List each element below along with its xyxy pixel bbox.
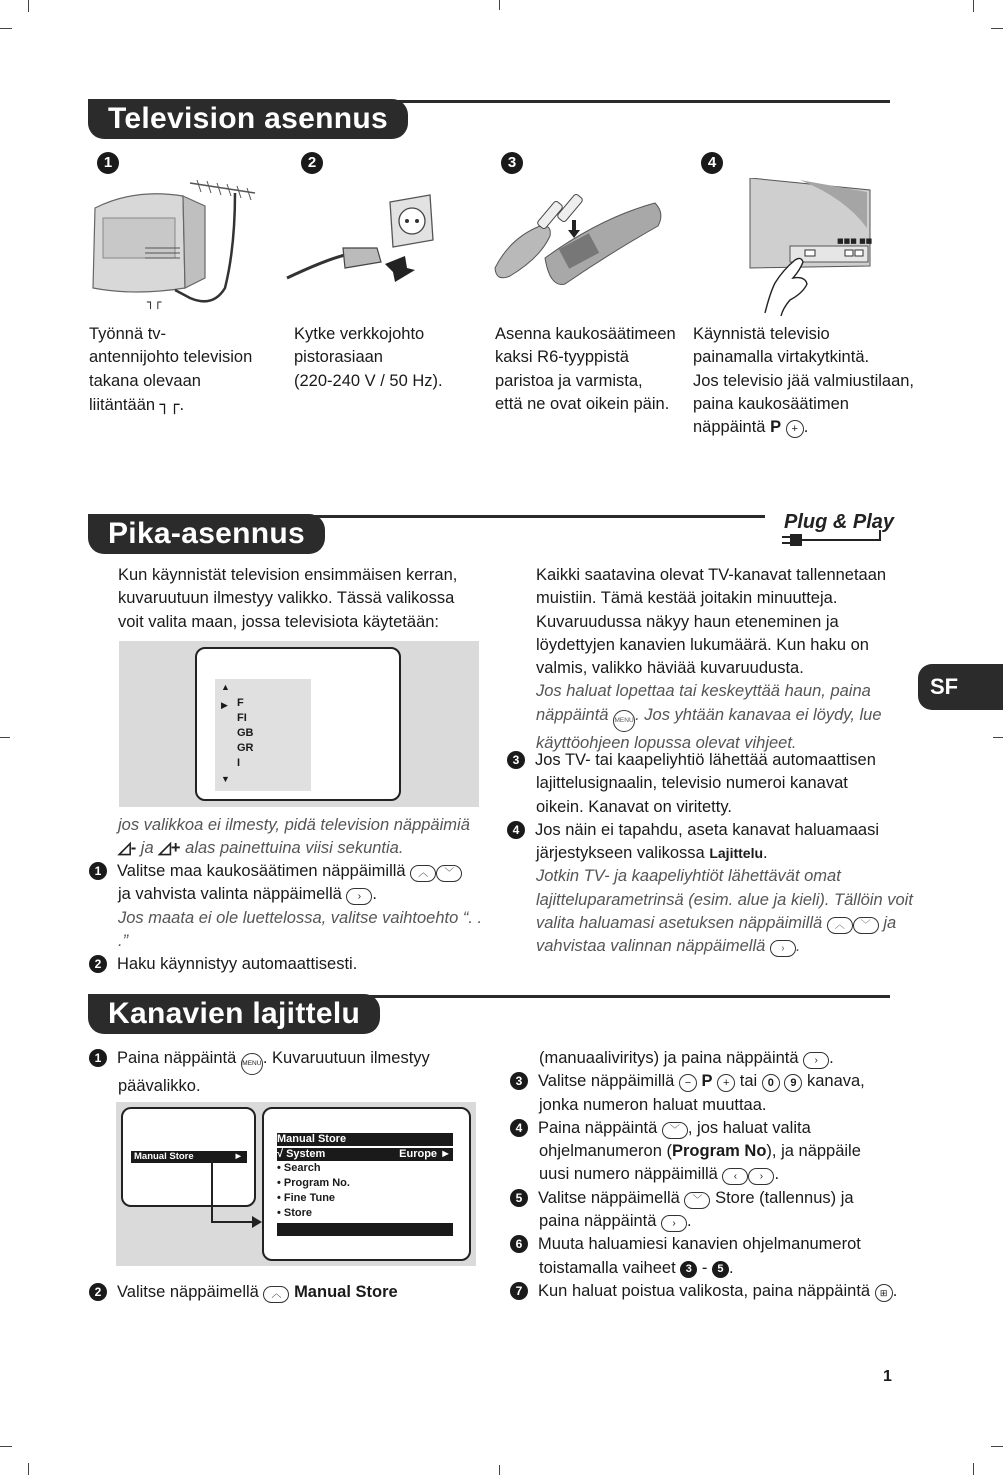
menu-footer-bar <box>277 1223 453 1236</box>
text-line: ohjelmanumeron ( <box>539 1142 672 1161</box>
install-step-4-text: Käynnistä televisio painamalla virtakytkintä. Jos televisio jää valmiustilaan, paina kaukosäätimen näppäintä P + . <box>693 323 923 439</box>
right-key-icon: › <box>661 1215 687 1232</box>
tv-screen <box>195 647 401 801</box>
step-number: 4 <box>701 152 723 174</box>
text-line: valmis, valikko häviää kuvaruudusta. <box>536 659 804 678</box>
text-line: alas painettuina viisi sekuntia. <box>185 839 404 858</box>
country-option[interactable]: F <box>237 697 244 709</box>
svg-text:■■■ ■■: ■■■ ■■ <box>837 237 873 245</box>
crop-mark <box>0 1446 12 1447</box>
text-line: Jos TV- tai kaapeliyhtiö lähettää automaattisen <box>535 751 876 769</box>
text-line: Jos haluat lopettaa tai keskeyttää haun, paina <box>536 682 871 701</box>
text-line: kaksi R6-tyyppistä <box>495 348 629 367</box>
step-number: 4 <box>510 1119 528 1137</box>
text-line: Muuta haluamiesi kanavien ohjelmanumerot <box>538 1235 861 1254</box>
country-option[interactable]: FI <box>237 712 247 724</box>
crop-mark <box>499 1465 500 1475</box>
text-line: tai <box>739 1072 758 1091</box>
step-number: 3 <box>510 1072 528 1090</box>
volume-plus-icon: ◿+ <box>158 839 181 858</box>
step-number: 5 <box>510 1189 528 1207</box>
menu-item-fine-tune[interactable]: • Fine Tune <box>277 1192 336 1204</box>
antenna-socket-icon: ┐┌ <box>159 394 180 414</box>
text-line: pistorasiaan <box>294 348 383 367</box>
text-line: Asenna kaukosäätimeen <box>495 325 676 343</box>
right-key-icon: › <box>803 1052 829 1069</box>
down-key-icon: ﹀ <box>662 1122 688 1139</box>
down-key-icon: ﹀ <box>436 865 462 882</box>
text-line: Jos televisio jää valmiustilaan, <box>693 371 915 390</box>
menu-flow-arrow <box>206 1160 266 1230</box>
step-ref-5: 5 <box>712 1261 729 1278</box>
text-line: paristoa ja varmista, <box>495 371 643 390</box>
down-key-icon: ﹀ <box>684 1192 710 1209</box>
text-line: jonka numeron haluat muuttaa. <box>539 1095 767 1114</box>
text-line: takana olevaan <box>89 371 201 390</box>
quick-install-intro <box>118 564 488 634</box>
text-line: . Kuvaruutuun ilmestyy <box>262 1049 430 1067</box>
selector-arrow-icon: ▶ <box>221 700 228 710</box>
menu-name: Lajittelu <box>709 845 764 862</box>
tv-antenna-illustration <box>85 178 265 313</box>
plug-play-logo: Plug & Play <box>784 511 895 533</box>
text-line: Valitse näppäimellä <box>117 1283 259 1301</box>
quick-install-steps-right: 3 Jos TV- tai kaapeliyhtiö lähettää automaattisen lajittelusignaalin, televisio numeroi kanavat oikein. Kanavat on viritetty. 4 Jos näin ei tapahdu, aseta kanavat haluamaasi järjestykseen valikossa Lajittelu. Jotkin TV- ja kaapeliyhtiöt lähettävät omat lajitteluparametrinsä (esim. alue ja kieli). Tällöin voit valita haluamasi asetuksen näppäimillä ︿ ﹀ ja vahvistaa valinnan näppäimellä › . <box>507 749 917 959</box>
text-line: järjestykseen valikossa <box>536 844 705 863</box>
step-number: 1 <box>89 862 107 880</box>
tv-screen-manual-store <box>262 1107 471 1261</box>
text-line: jos valikkoa ei ilmesty, pidä television näppäimiä <box>118 816 470 834</box>
text-line: ja <box>883 914 897 933</box>
menu-key-icon: MENU <box>613 710 635 732</box>
text-line: Jos näin ei tapahdu, aseta kanavat haluamaasi <box>535 820 879 839</box>
section-title-installation: Television asennus <box>88 99 408 139</box>
digit-9-key-icon: 9 <box>784 1074 802 1092</box>
step-number: 2 <box>89 1283 107 1301</box>
submenu-arrow-icon: ► <box>233 1151 243 1162</box>
up-arrow-icon: ▲ <box>221 682 230 692</box>
crop-mark <box>0 28 12 29</box>
step-number: 6 <box>510 1235 528 1253</box>
country-option[interactable]: GB <box>237 727 254 739</box>
menu-item-system[interactable] <box>277 1148 453 1161</box>
text-line: Kaikki saatavina olevat TV-kanavat tallennetaan <box>536 566 887 584</box>
menu-item-label: Manual Store <box>134 1151 194 1162</box>
left-key-icon: ‹ <box>722 1168 748 1185</box>
plug-icon <box>780 528 890 550</box>
page-number: 1 <box>883 1368 892 1385</box>
text-line: käyttöohjeen lopussa olevat vihjeet. <box>536 733 797 752</box>
text-line: ja vahvista valinta näppäimellä <box>118 885 342 904</box>
install-step-2-text <box>294 323 494 393</box>
text-line: Kun käynnistät television ensimmäisen kerran, <box>118 566 458 584</box>
menu-name: Program No <box>671 1142 767 1161</box>
right-key-icon: › <box>770 940 796 957</box>
text-line: Paina näppäintä <box>538 1118 658 1137</box>
country-option[interactable]: GR <box>237 742 254 754</box>
crop-mark <box>973 0 974 12</box>
p-key-label: P <box>701 1072 713 1091</box>
country-option[interactable]: I <box>237 757 241 769</box>
menu-item-program-no[interactable]: • Program No. <box>277 1177 350 1189</box>
menu-item-search[interactable]: • Search <box>277 1162 321 1174</box>
text-line: . Jos yhtään kanavaa ei löydy, lue <box>635 705 882 724</box>
plus-key-icon: + <box>786 420 804 438</box>
text-line: muistiin. Tämä kestää joitakin minuutteja. <box>536 589 838 608</box>
text-line: paina kaukosäätimen <box>693 394 849 413</box>
text-line: Paina näppäintä <box>117 1049 237 1067</box>
text-line: lajittelusignaalin, televisio numeroi kanavat <box>536 774 848 793</box>
up-key-icon: ︿ <box>410 865 436 882</box>
text-line: näppäintä <box>693 418 766 437</box>
volume-minus-icon: ◿- <box>118 839 137 858</box>
sorting-steps-right: (manuaaliviritys) ja paina näppäintä › . 3 Valitse näppäimillä − P + tai 0 9 kanava, jonka numeron haluat muuttaa. 4 Paina näppäintä ﹀ , jos haluat valita ohjelmanumeron (Program No), ja näppäile uusi numero näppäimillä ‹ › . 5 Valitse näppäimellä ﹀ Store (tallennus) ja paina näppäintä › . 6 Muuta haluamiesi kanavien ohjelmanumerot toistamalla vaiheet 3 - 5 . 7 Kun haluat poistua valikosta, paina näppäintä ⊞ . <box>510 1047 920 1303</box>
down-key-icon: ﹀ <box>853 917 879 934</box>
crop-mark <box>973 1463 974 1475</box>
text-line: Kuvaruudussa näkyy haun eteneminen ja <box>536 612 839 631</box>
right-key-icon: › <box>748 1168 774 1185</box>
step-number: 1 <box>97 152 119 174</box>
text-line: Kytke verkkojohto <box>294 325 425 343</box>
text-line: liitäntään <box>89 395 156 414</box>
text-line: päävalikko. <box>118 1077 201 1095</box>
text-line: (manuaaliviritys) ja paina näppäintä <box>539 1049 799 1067</box>
down-arrow-icon: ▼ <box>221 774 230 784</box>
menu-item-label: √ System <box>277 1148 326 1160</box>
text-line: , jos haluat valita <box>687 1118 811 1137</box>
minus-key-icon: − <box>679 1074 697 1092</box>
text-line: ja <box>140 839 154 858</box>
text-line: löydettyjen kanavien lukumäärä. Kun haku on <box>536 635 869 654</box>
step-number: 1 <box>89 1049 107 1067</box>
section-title-quick-install: Pika-asennus <box>88 514 325 554</box>
step-number: 7 <box>510 1282 528 1300</box>
crop-mark <box>991 1446 1003 1447</box>
text-line: Työnnä tv- <box>89 325 167 343</box>
quick-install-right-text <box>536 564 916 755</box>
text-line: kuvaruutuun ilmestyy valikko. Tässä valikossa <box>118 589 455 608</box>
text-line: näppäintä <box>536 705 609 724</box>
plus-key-icon: + <box>717 1074 735 1092</box>
p-key-label: P <box>770 418 782 437</box>
language-tab: SF <box>918 664 1003 710</box>
text-line: uusi numero näppäimillä <box>539 1165 718 1184</box>
text-line: Kun haluat poistua valikosta, paina näppäintä <box>538 1281 871 1300</box>
up-key-icon: ︿ <box>827 917 853 934</box>
digit-0-key-icon: 0 <box>762 1074 780 1092</box>
text-line: Valitse näppäimillä <box>538 1072 675 1091</box>
step-number: 4 <box>507 821 525 839</box>
remote-battery-illustration <box>490 188 665 288</box>
text-line: Jos maata ei ole luettelossa, valitse vaihtoehto “. . .” <box>118 908 483 950</box>
quick-install-steps: 1 Valitse maa kaukosäätimen näppäimillä ︿ ﹀ ja vahvista valinta näppäimellä › . Jos maata ei ole luettelossa, valitse vaihtoehto “. . .” 2 Haku käynnistyy automaattisesti. <box>89 860 489 976</box>
menu-item-value: Europe ► <box>399 1148 451 1160</box>
tv-power-switch-illustration <box>745 178 875 318</box>
step-ref-3: 3 <box>680 1261 697 1278</box>
text-line: että ne ovat oikein päin. <box>495 394 670 413</box>
up-key-icon: ︿ <box>263 1286 289 1303</box>
menu-item-store[interactable]: • Store <box>277 1207 313 1219</box>
text-line: kanava, <box>806 1072 865 1091</box>
note-menu-missing <box>118 814 488 861</box>
text-line: Valitse maa kaukosäätimen näppäimillä <box>117 862 406 880</box>
text-line: toistamalla vaiheet <box>539 1258 676 1277</box>
text-line: ), ja näppäile <box>766 1142 861 1161</box>
menu-title-bar: Manual Store <box>277 1133 453 1146</box>
crop-mark <box>28 0 29 12</box>
exit-key-icon: ⊞ <box>875 1284 893 1302</box>
text-line: paina näppäintä <box>539 1212 657 1231</box>
text-line: Jotkin TV- ja kaapeliyhtiöt lähettävät omat <box>536 867 841 886</box>
install-step-3-text <box>495 323 695 416</box>
section-title-channel-sorting: Kanavien lajittelu <box>88 994 380 1034</box>
text-line: Valitse näppäimellä <box>538 1188 680 1207</box>
crop-mark <box>0 737 10 738</box>
power-plug-illustration <box>285 190 445 290</box>
step-number: 2 <box>301 152 323 174</box>
text-line: oikein. Kanavat on viritetty. <box>536 797 732 816</box>
text-line: voit valita maan, jossa televisiota käytetään: <box>118 612 440 631</box>
svg-text:┐┌: ┐┌ <box>147 295 162 309</box>
menu-key-icon: MENU <box>241 1053 263 1075</box>
text-line: painamalla virtakytkintä. <box>693 348 870 367</box>
menu-name: Manual Store <box>294 1283 398 1301</box>
install-step-1-text: Työnnä tv- antennijohto television takana olevaan liitäntään ┐┌. <box>89 323 289 417</box>
text-line: Käynnistä televisio <box>693 325 830 343</box>
country-menu-panel <box>119 641 479 807</box>
country-list <box>215 679 311 791</box>
text-line: lajitteluparametrinsä (esim. alue ja kieli). Tällöin voit <box>536 890 913 909</box>
right-key-icon: › <box>346 888 372 905</box>
manual-store-menu-panel <box>116 1102 476 1266</box>
crop-mark <box>28 1463 29 1475</box>
text-line: antennijohto television <box>89 348 253 367</box>
step-number: 3 <box>507 751 525 769</box>
sorting-step-1 <box>89 1047 489 1098</box>
crop-mark <box>993 737 1003 738</box>
text-line: Haku käynnistyy automaattisesti. <box>117 955 358 974</box>
crop-mark <box>499 0 500 10</box>
text-line: Store (tallennus) ja <box>715 1188 854 1207</box>
crop-mark <box>991 28 1003 29</box>
sorting-step-2 <box>89 1281 489 1304</box>
step-number: 2 <box>89 955 107 973</box>
text-line: (220-240 V / 50 Hz). <box>294 371 443 390</box>
text-line: vahvistaa valinnan näppäimellä <box>536 937 766 956</box>
text-line: valita haluamasi asetuksen näppäimillä <box>536 914 823 933</box>
step-number: 3 <box>501 152 523 174</box>
